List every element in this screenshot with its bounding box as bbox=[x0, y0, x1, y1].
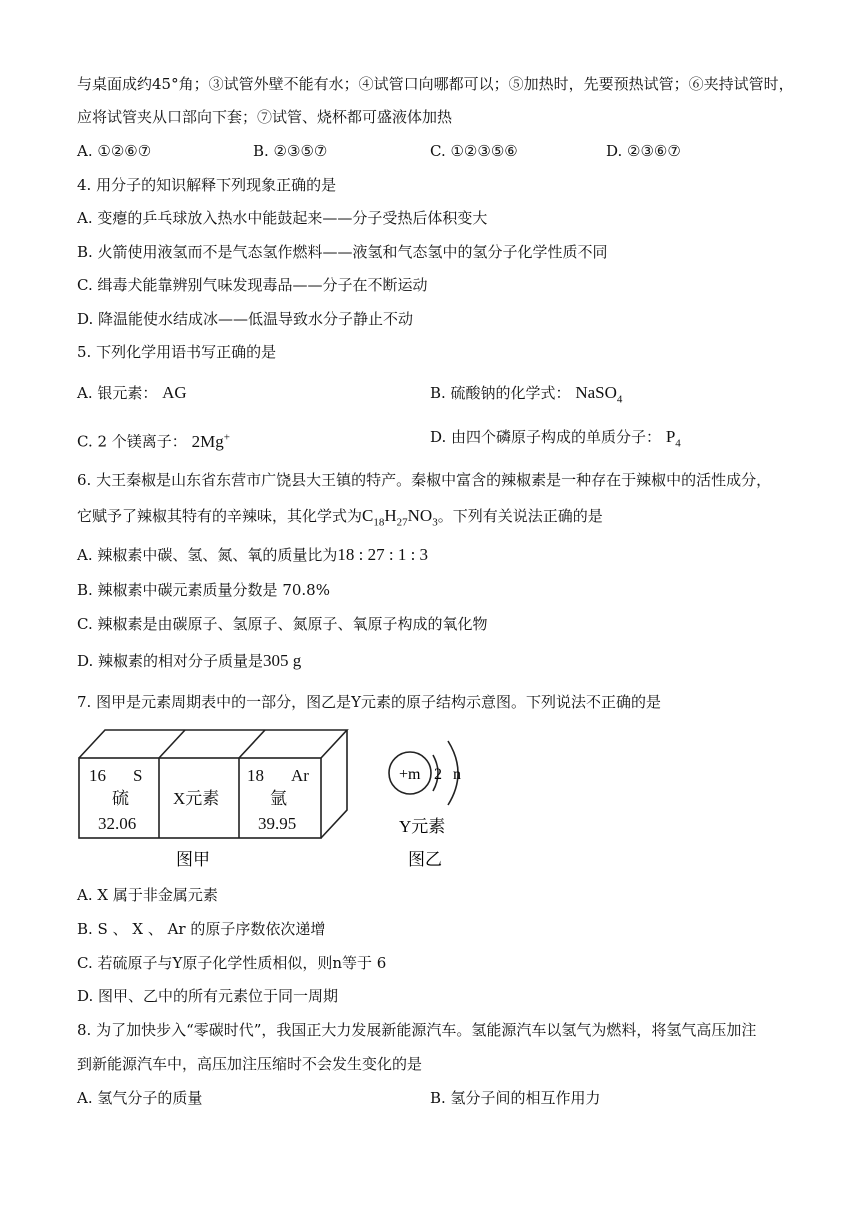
q5-c-text: C. 2 个镁离子： bbox=[77, 432, 187, 451]
q7-stem: 7. 图甲是元素周期表中的一部分，图乙是Y元素的原子结构示意图。下列说法不正确的是 bbox=[77, 693, 661, 711]
caption-figure-yi: 图乙 bbox=[408, 850, 442, 869]
q6-option-c: C. 辣椒素是由碳原子、氢原子、氮原子、氧原子构成的氧化物 bbox=[77, 615, 488, 633]
s-symbol: S bbox=[133, 766, 143, 785]
q6-option-b: B. 辣椒素中碳元素质量分数是 70.8% bbox=[77, 581, 330, 599]
q3-line2: 应将试管夹从口部向下套；⑦试管、烧杯都可盛液体加热 bbox=[77, 108, 453, 126]
q3-option-a: A. ①②⑥⑦ bbox=[77, 142, 152, 160]
q4-option-b: B. 火箭使用液氢而不是气态氢作燃料——液氢和气态氢中的氢分子化学性质不同 bbox=[77, 243, 608, 261]
q3-option-c: C. ①②③⑤⑥ bbox=[430, 142, 518, 160]
q6-line2: 它赋予了辣椒其特有的辛辣味，其化学式为$C_{18}H_{27}NO_3$。下列有关说法正确的是 bbox=[77, 506, 603, 529]
q7-option-a: A. X 属于非金属元素 bbox=[77, 886, 218, 904]
q8-line1: 8. 为了加快步入“零碳时代”，我国正大力发展新能源汽车。氢能源汽车以氢气为燃料，将氢气高压加注 bbox=[77, 1021, 757, 1039]
q8-option-a: A. 氢气分子的质量 bbox=[77, 1089, 203, 1107]
ar-symbol: Ar bbox=[291, 766, 309, 785]
ar-atomic-number: 18 bbox=[247, 766, 264, 785]
y-element-label: Y元素 bbox=[399, 817, 446, 836]
atom-structure-diagram bbox=[389, 741, 461, 836]
q6-option-d: D. 辣椒素的相对分子质量是305 g bbox=[77, 651, 302, 670]
q6-option-a: A. 辣椒素中碳、氢、氮、氧的质量比为18 : 27 : 1 : 3 bbox=[77, 545, 429, 564]
nucleus-charge: +m bbox=[399, 766, 421, 783]
q5-d-text: D. 由四个磷原子构成的单质分子： bbox=[430, 428, 662, 446]
shell1-electrons: 2 bbox=[434, 766, 442, 783]
q6-ratio: 18 : 27 : 1 : 3 bbox=[337, 545, 429, 564]
q3-line1: 与桌面成约45°角；③试管外壁不能有水；④试管口向哪都可以；⑤加热时，先要预热试管；⑥夹持试管时， bbox=[77, 75, 794, 93]
q5-option-a bbox=[77, 383, 187, 403]
ar-name: 氩 bbox=[270, 789, 287, 808]
s-mass: 32.06 bbox=[98, 814, 137, 833]
q4-option-a: A. 变瘪的乒乓球放入热水中能鼓起来——分子受热后体积变大 bbox=[77, 209, 488, 227]
q5-c-formula: 2Mg+ bbox=[191, 431, 230, 451]
q5-d-formula: $P_4$ bbox=[665, 427, 681, 450]
s-name: 硫 bbox=[112, 789, 129, 808]
x-element-label: X元素 bbox=[173, 789, 220, 808]
q6-formula: $C_{18}H_{27}NO_3$ bbox=[362, 506, 438, 529]
caption-figure-jia: 图甲 bbox=[176, 850, 210, 869]
q5-a-text: A. 银元素： bbox=[77, 384, 158, 402]
q5-option-d bbox=[430, 427, 681, 453]
q8-line2: 到新能源汽车中，高压加注压缩时不会发生变化的是 bbox=[77, 1055, 423, 1073]
q7-option-d: D. 图甲、乙中的所有元素位于同一周期 bbox=[77, 987, 339, 1005]
q5-option-c bbox=[77, 427, 230, 452]
shell2-electrons: n bbox=[453, 766, 461, 783]
q5-stem: 5. 下列化学用语书写正确的是 bbox=[77, 343, 277, 361]
q7-option-b: B. S 、 X 、 Ar 的原子序数依次递增 bbox=[77, 920, 326, 938]
q7-figure bbox=[77, 725, 497, 875]
s-atomic-number: 16 bbox=[89, 766, 106, 785]
q5-option-b bbox=[430, 383, 622, 409]
q5-b-formula: NaSO$_4$ bbox=[575, 383, 623, 406]
q4-stem: 4. 用分子的知识解释下列现象正确的是 bbox=[77, 176, 337, 194]
ar-mass: 39.95 bbox=[258, 814, 297, 833]
q7-option-c: C. 若硫原子与Y原子化学性质相似，则n等于 6 bbox=[77, 954, 387, 972]
q6-line1: 6. 大王秦椒是山东省东营市广饶县大王镇的特产。秦椒中富含的辣椒素是一种存在于辣椒中的活性成分， bbox=[77, 471, 772, 489]
q3-option-b: B. ②③⑤⑦ bbox=[253, 142, 328, 160]
q4-option-d: D. 降温能使水结成冰——低温导致水分子静止不动 bbox=[77, 310, 414, 328]
q3-option-d: D. ②③⑥⑦ bbox=[606, 142, 681, 160]
q8-option-b: B. 氢分子间的相互作用力 bbox=[430, 1089, 601, 1107]
q6-mass: 305 g bbox=[263, 651, 302, 670]
q5-a-formula: AG bbox=[162, 383, 187, 402]
q5-b-text: B. 硫酸钠的化学式： bbox=[430, 384, 571, 402]
q4-option-c: C. 缉毒犬能靠辨别气味发现毒品——分子在不断运动 bbox=[77, 276, 428, 294]
